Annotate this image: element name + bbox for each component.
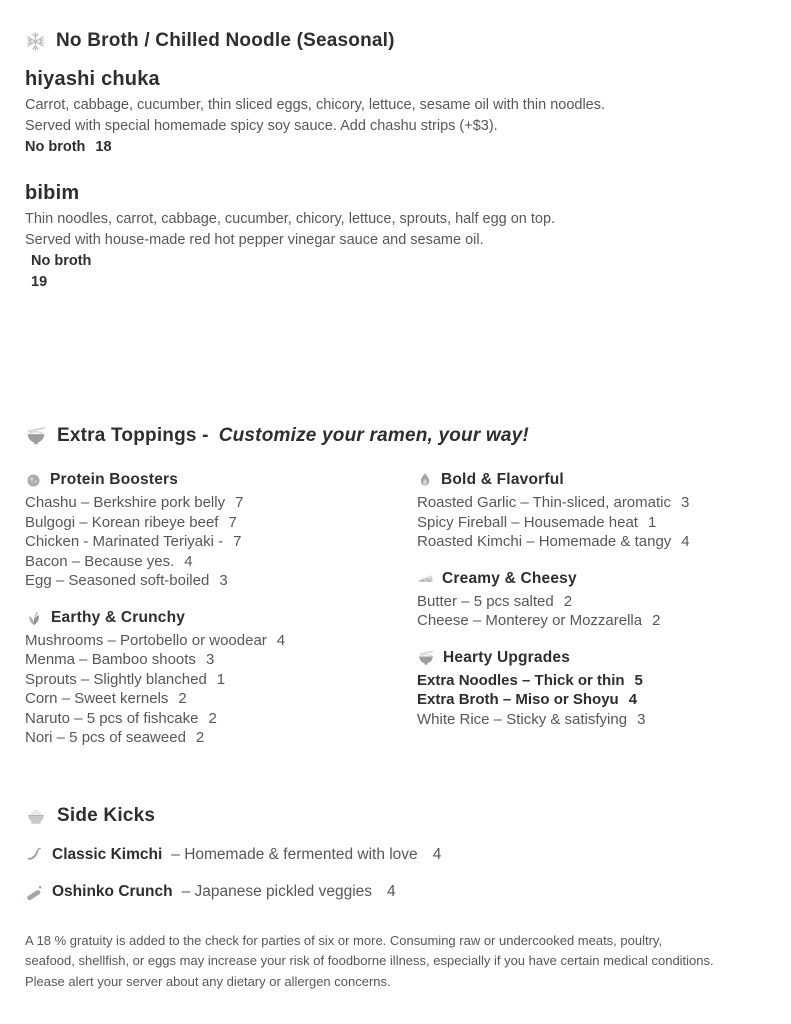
- side-kick-desc: – Japanese pickled veggies: [181, 882, 373, 900]
- group-title-text: Hearty Upgrades: [443, 648, 571, 666]
- topping-item: Nori – 5 pcs of seaweed 2: [25, 729, 205, 746]
- toppings-columns: [25, 471, 766, 763]
- topping-item: Cheese – Monterey or Mozzarella 2: [417, 612, 661, 629]
- topping-price: 5: [634, 671, 643, 689]
- topping-item: White Rice – Sticky & satisfying 3: [417, 710, 646, 728]
- dish-price: No broth 18: [25, 139, 112, 155]
- dish-desc-line: Served with special homemade spicy soy sauce. Add chashu strips (+$3).: [25, 118, 498, 134]
- side-kick-name: Oshinko Crunch: [52, 882, 173, 900]
- toppings-left-column: [25, 471, 417, 763]
- group-title-text: Creamy & Cheesy: [442, 569, 577, 587]
- topping-price: 3: [219, 572, 228, 589]
- topping-price: 4: [184, 552, 193, 570]
- topping-item: Sprouts – Slightly blanched 1: [25, 670, 226, 688]
- topping-item: Extra Broth – Miso or Shoyu 4: [417, 691, 638, 708]
- side-kicks-section: [25, 805, 766, 901]
- topping-item: Chicken - Marinated Teriyaki - 7: [25, 533, 242, 550]
- group-bold-flavorful: [417, 471, 766, 552]
- flame-icon: [417, 472, 433, 488]
- herb-icon: [25, 609, 43, 627]
- dish-bibim: [25, 182, 766, 293]
- dish-hiyashi-chuka: [25, 68, 766, 158]
- topping-price: 4: [628, 691, 638, 708]
- topping-item: Extra Noodles – Thick or thin 5: [417, 671, 643, 689]
- topping-item: Egg – Seasoned soft-boiled 3: [25, 572, 228, 589]
- topping-price: 1: [216, 670, 226, 688]
- topping-price: 3: [637, 710, 646, 728]
- toppings-section-header: [25, 425, 766, 447]
- toppings-tagline: Customize your ramen, your way!: [218, 425, 529, 446]
- ramen-bowl-icon: [417, 649, 435, 667]
- side-kick-item-oshinko: [25, 883, 766, 901]
- side-kicks-header: [25, 805, 766, 827]
- group-creamy-cheesy: [417, 570, 766, 631]
- topping-price: 2: [208, 709, 217, 727]
- dish-name: bibim: [25, 182, 80, 204]
- toppings-section: [25, 425, 766, 763]
- topping-item: Roasted Garlic – Thin-sliced, aromatic 3: [417, 494, 690, 511]
- snowflake-icon: [25, 31, 46, 52]
- topping-price: 4: [276, 631, 286, 649]
- group-title-text: Earthy & Crunchy: [51, 608, 186, 626]
- topping-price: 2: [563, 592, 573, 610]
- topping-item: Bacon – Because yes. 4: [25, 552, 193, 570]
- group-earthy-crunchy: [25, 609, 417, 748]
- disclaimer-line: Please alert your server about any dietary or allergen concerns.: [25, 973, 391, 989]
- ramen-bowl-icon: [25, 425, 47, 447]
- topping-item: Mushrooms – Portobello or woodear 4: [25, 631, 286, 649]
- side-kick-price: 4: [387, 882, 396, 900]
- dish-description: [25, 95, 766, 137]
- topping-item: Chashu – Berkshire pork belly 7: [25, 494, 244, 511]
- group-protein-boosters: [25, 471, 417, 591]
- dish-description: [25, 209, 766, 293]
- topping-item: Corn – Sweet kernels 2: [25, 690, 187, 707]
- side-kick-price: 4: [432, 845, 442, 863]
- cucumber-icon: [25, 883, 43, 901]
- group-title-text: Bold & Flavorful: [441, 471, 564, 488]
- toppings-section-title: Extra Toppings -: [57, 425, 209, 446]
- side-kick-name: Classic Kimchi: [52, 845, 163, 863]
- topping-item: Naruto – 5 pcs of fishcake 2: [25, 709, 217, 727]
- rice-bowl-icon: [25, 805, 47, 827]
- meatball-icon: [25, 472, 42, 489]
- gratuity-disclaimer: [25, 931, 766, 993]
- topping-item: Butter – 5 pcs salted 2: [417, 592, 573, 610]
- topping-price: 1: [647, 513, 657, 531]
- topping-item: Menma – Bamboo shoots 3: [25, 651, 215, 668]
- topping-price: 3: [681, 494, 690, 511]
- chilled-section-title: No Broth / Chilled Noodle (Seasonal): [56, 30, 395, 51]
- dish-desc-line: Served with house-made red hot pepper vinegar sauce and sesame oil. No broth 19: [25, 230, 766, 293]
- topping-item: Bulgogi – Korean ribeye beef 7: [25, 513, 237, 531]
- topping-price: 3: [205, 651, 215, 668]
- topping-price: 7: [233, 533, 242, 550]
- topping-price: 2: [195, 729, 205, 746]
- toppings-right-column: [417, 471, 766, 763]
- chili-pepper-icon: [25, 846, 43, 864]
- topping-price: 7: [228, 513, 237, 531]
- topping-item: Roasted Kimchi – Homemade & tangy 4: [417, 533, 690, 550]
- chilled-section-header: [25, 30, 766, 52]
- side-kicks-title: Side Kicks: [57, 804, 156, 826]
- topping-price: 2: [178, 690, 187, 707]
- group-hearty-upgrades: [417, 649, 766, 730]
- disclaimer-line: seafood, shellfish, or eggs may increase your risk of foodborne illness, especially if you have certain medical conditions.: [25, 953, 714, 968]
- dish-desc-line: Carrot, cabbage, cucumber, thin sliced eggs, chicory, lettuce, sesame oil with thin noodles.: [25, 97, 606, 113]
- dish-name: hiyashi chuka: [25, 68, 160, 90]
- dish-price: No broth 19: [31, 253, 92, 290]
- side-kick-desc: – Homemade & fermented with love: [171, 845, 418, 863]
- topping-price: 4: [681, 533, 690, 550]
- topping-price: 7: [235, 494, 244, 511]
- group-title-text: Protein Boosters: [50, 471, 179, 488]
- topping-item: Spicy Fireball – Housemade heat 1: [417, 513, 657, 531]
- side-kick-item-kimchi: [25, 846, 766, 864]
- cheese-icon: [417, 570, 434, 587]
- dish-desc-line: Thin noodles, carrot, cabbage, cucumber, chicory, lettuce, sprouts, half egg on top.: [25, 211, 556, 227]
- topping-price: 2: [652, 612, 661, 629]
- disclaimer-line: A 18 % gratuity is added to the check for parties of six or more. Consuming raw or undercooked meats, poultry,: [25, 932, 663, 948]
